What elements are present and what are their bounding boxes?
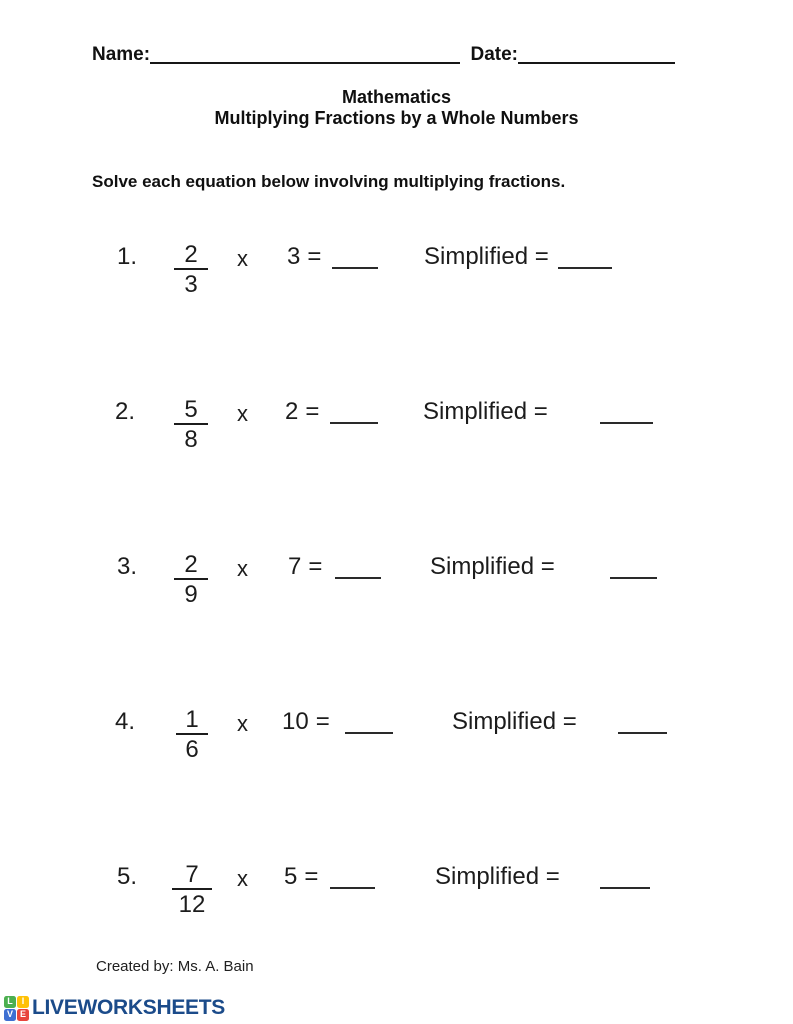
problem-number: 2. (115, 398, 136, 425)
equals-sign: = (307, 243, 322, 270)
logo-tile-v: V (4, 1009, 16, 1021)
equation-right-side (287, 244, 321, 270)
date-label: Date: (470, 44, 518, 65)
multiply-operator: x (237, 556, 248, 581)
problem-row-5 (0, 862, 793, 926)
problem-row-1 (0, 242, 793, 306)
name-blank[interactable] (150, 48, 460, 64)
fraction (174, 552, 208, 608)
created-by-text: Created by: Ms. A. Bain (96, 958, 254, 975)
fraction-denominator: 3 (184, 271, 198, 298)
equals-sign: = (315, 708, 330, 735)
simplified-answer-blank[interactable] (610, 577, 657, 579)
simplified-answer-blank[interactable] (600, 887, 650, 889)
simplified-label: Simplified = (423, 398, 548, 425)
problem-row-4 (0, 707, 793, 771)
simplified-answer-blank[interactable] (600, 422, 653, 424)
answer-blank[interactable] (332, 267, 378, 269)
name-label: Name: (92, 44, 151, 65)
problem-row-2 (0, 397, 793, 461)
equation-right-side (285, 399, 319, 425)
answer-blank[interactable] (330, 887, 375, 889)
simplified-answer-blank[interactable] (618, 732, 667, 734)
name-date-row (92, 44, 675, 66)
multiplier: 2 (285, 398, 299, 425)
fraction (176, 707, 208, 763)
title-subject: Mathematics (341, 87, 452, 107)
problem-number: 3. (117, 553, 138, 580)
liveworksheets-logo-icon (4, 996, 29, 1021)
fraction-numerator: 7 (172, 862, 212, 890)
fraction-denominator: 6 (185, 736, 199, 763)
problem-row-3 (0, 552, 793, 616)
fraction (174, 242, 208, 298)
logo-tile-e: E (17, 1009, 29, 1021)
fraction-denominator: 12 (178, 891, 206, 918)
instruction-text: Solve each equation below involving multiplying fractions. (92, 172, 566, 191)
worksheet-title (0, 87, 793, 129)
multiplier: 5 (284, 863, 298, 890)
multiply-operator: x (237, 866, 248, 891)
answer-blank[interactable] (345, 732, 393, 734)
equals-sign: = (308, 553, 323, 580)
answer-blank[interactable] (330, 422, 378, 424)
liveworksheets-logo-text: LIVEWORKSHEETS (32, 996, 225, 1019)
multiply-operator: x (237, 401, 248, 426)
logo-tile-l: L (4, 996, 16, 1008)
simplified-label: Simplified = (430, 553, 555, 580)
fraction-numerator: 1 (176, 707, 208, 735)
equation-right-side (284, 864, 318, 890)
problem-number: 4. (115, 708, 136, 735)
multiplier: 3 (287, 243, 301, 270)
date-blank[interactable] (518, 48, 675, 64)
fraction-denominator: 9 (184, 581, 198, 608)
fraction-numerator: 2 (174, 552, 208, 580)
equation-right-side (288, 554, 322, 580)
equation-right-side (282, 709, 330, 735)
fraction-numerator: 2 (174, 242, 208, 270)
problem-number: 1. (117, 243, 138, 270)
equals-sign: = (305, 398, 320, 425)
multiply-operator: x (237, 711, 248, 736)
answer-blank[interactable] (335, 577, 381, 579)
logo-tile-i: I (17, 996, 29, 1008)
simplified-label: Simplified = (435, 863, 560, 890)
fraction (172, 862, 212, 918)
multiplier: 10 (282, 708, 309, 735)
multiplier: 7 (288, 553, 302, 580)
simplified-label: Simplified = (452, 708, 577, 735)
simplified-answer-blank[interactable] (558, 267, 612, 269)
liveworksheets-logo[interactable] (4, 995, 225, 1021)
simplified-label: Simplified = (424, 243, 549, 270)
equals-sign: = (304, 863, 319, 890)
fraction-numerator: 5 (174, 397, 208, 425)
fraction (174, 397, 208, 453)
fraction-denominator: 8 (184, 426, 198, 453)
problem-number: 5. (117, 863, 138, 890)
title-topic: Multiplying Fractions by a Whole Numbers (214, 108, 579, 128)
multiply-operator: x (237, 246, 248, 271)
